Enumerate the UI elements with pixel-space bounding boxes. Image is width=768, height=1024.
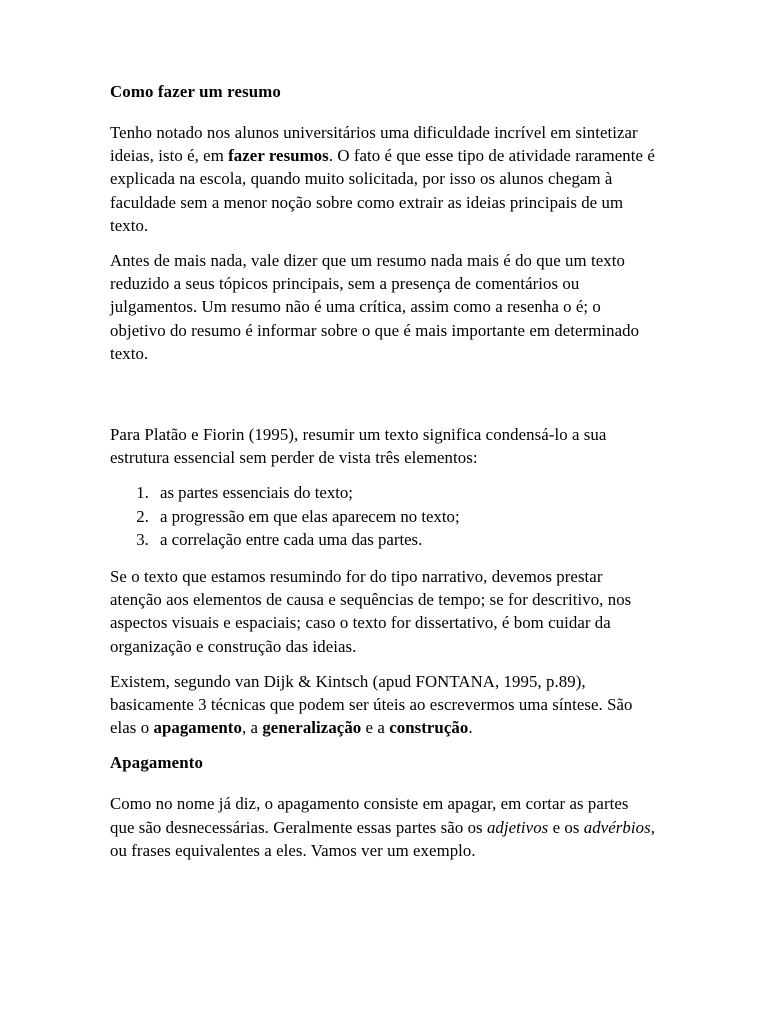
list-item: 1. as partes essenciais do texto; [153,481,655,504]
ordered-list-elements [110,481,655,551]
bold-run: construção [389,718,469,738]
bold-run: fazer resumos [228,146,329,166]
paragraph-spacer [110,377,655,423]
document-body [110,80,655,862]
paragraph-definition [110,249,655,365]
list-item: 3. a correlação entre cada uma das partes. [153,528,655,551]
italic-run: advérbios [583,817,651,837]
text-run: Como no nome já diz, o apagamento consiste em apagar, em cortar as partes que são desnecessárias. Geralmente essas partes são os [110,794,629,837]
bold-run: generalização [262,718,362,738]
list-item: 2. a progressão em que elas aparecem no texto; [153,505,655,528]
page-title: Como fazer um resumo [110,82,281,101]
section-heading-apagamento: Apagamento [110,753,204,773]
text-run: e a [361,718,390,738]
paragraph-van-dijk-kintsch [110,670,655,740]
text-run: , ou frases equivalentes a eles. Vamos ver um exemplo. [110,817,655,860]
italic-run: adjetivos [486,817,549,837]
text-run: Tenho notado nos alunos universitários uma dificuldade incrível em sintetizar ideias, isto é, em [110,123,638,166]
text-run: , a [241,718,263,738]
bold-run: apagamento [153,718,242,738]
text-run: Se o texto que estamos resumindo for do tipo narrativo, devemos prestar atenção aos elementos de causa e sequências de tempo; se for descritivo, nos aspectos visuais e espaciais; caso o texto for dissertativo, é bom cuidar da organização e construção das ideias. [110,567,632,656]
paragraph-text-types [110,565,655,658]
text-run: Existem, segundo van Dijk & Kintsch (apud FONTANA, 1995, p.89), basicamente 3 técnicas que podem ser úteis ao escrevermos uma síntese. São elas o [110,671,633,738]
text-run: . O fato é que esse tipo de atividade raramente é explicada na escola, quando muito solicitada, por isso os alunos chegam à faculdade sem a menor noção sobre como extrair as ideias principais de um texto. [110,146,655,235]
paragraph-intro [110,121,655,237]
text-run: Antes de mais nada, vale dizer que um resumo nada mais é do que um texto reduzido a seus tópicos principais, sem a presença de comentários ou julgamentos. Um resumo não é uma crítica, assim como a resenha o é; o objetivo do resumo é informar sobre o que é mais importante em determinado texto. [110,251,640,363]
text-run: Para Platão e Fiorin (1995), resumir um texto significa condensá-lo a sua estrutura essencial sem perder de vista três elementos: [110,425,607,468]
paragraph-apagamento-body [110,792,655,862]
text-run: e os [548,817,584,837]
paragraph-platao-fiorin [110,423,655,469]
text-run: . [468,718,473,738]
